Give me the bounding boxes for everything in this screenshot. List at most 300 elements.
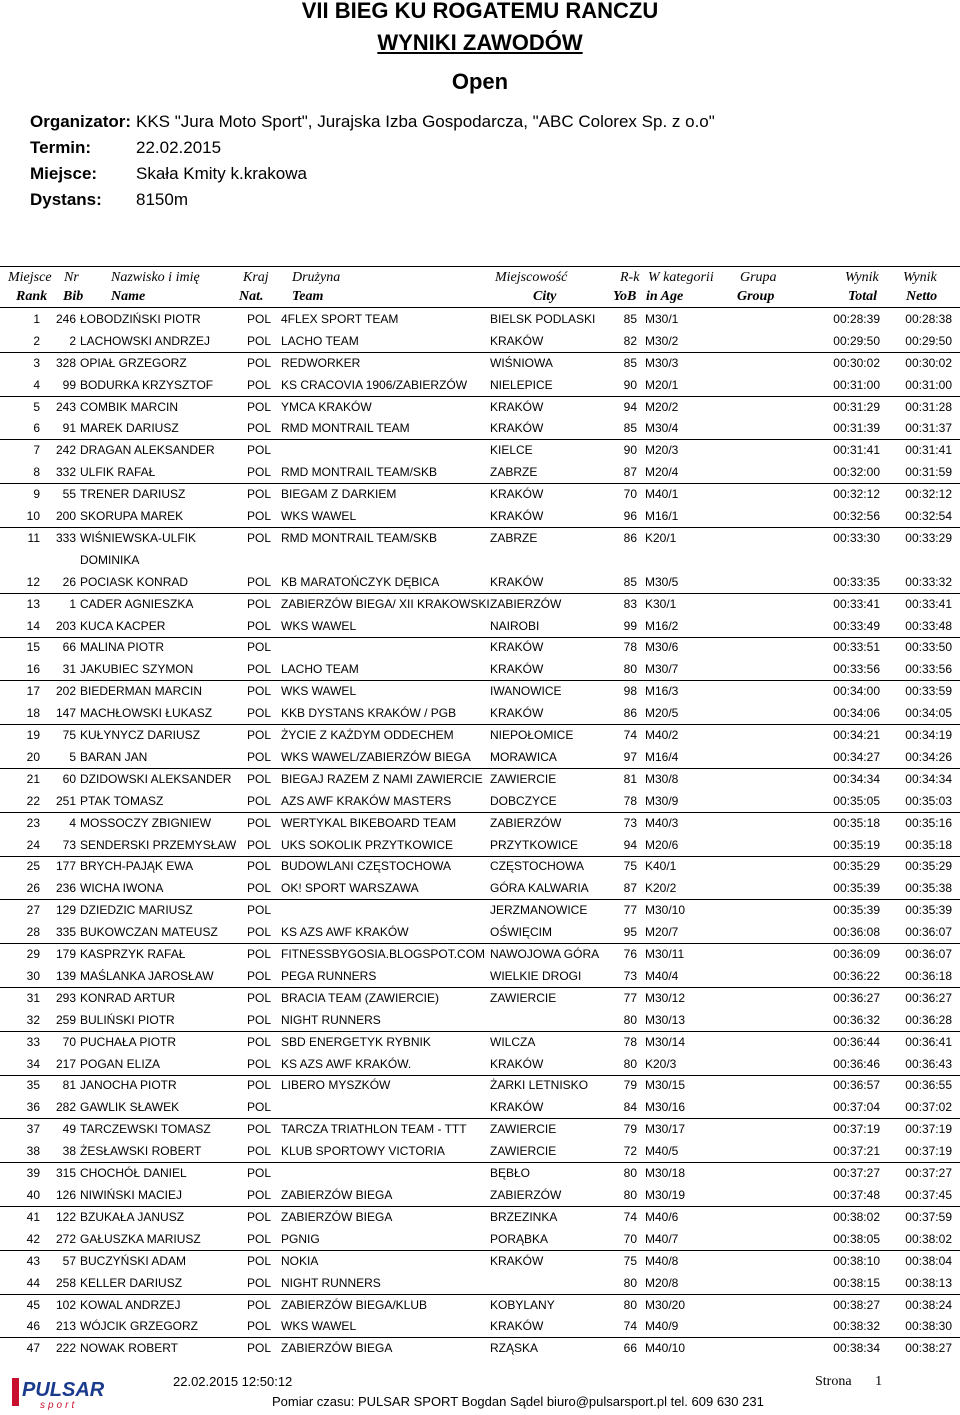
cell-cat: M40/4	[645, 969, 679, 983]
cell-bib: 81	[62, 1078, 76, 1092]
cell-total: 00:33:49	[833, 619, 880, 633]
cell-city: KRAKÓW	[490, 662, 544, 676]
cell-yob: 80	[623, 1298, 637, 1312]
cell-nat: POL	[247, 706, 272, 720]
cell-bib: 179	[55, 947, 76, 961]
cell-bib: 129	[55, 903, 76, 917]
table-row	[0, 747, 960, 769]
table-row	[0, 1119, 960, 1140]
cell-netto: 00:38:04	[905, 1254, 952, 1268]
cell-rank: 23	[26, 816, 40, 830]
cell-bib: 246	[55, 312, 76, 326]
table-row	[0, 791, 960, 813]
cell-cat: M20/5	[645, 706, 679, 720]
cell-rank: 38	[26, 1144, 40, 1158]
cell-nat: POL	[247, 1100, 272, 1114]
table-row	[0, 1207, 960, 1228]
col-team-sublabel: Team	[292, 289, 324, 304]
cell-name: GAŁUSZKA MARIUSZ	[80, 1232, 201, 1246]
cell-total: 00:29:50	[833, 334, 880, 348]
cell-nat: POL	[247, 356, 272, 370]
cell-nat: POL	[247, 1057, 272, 1071]
cell-rank: 17	[26, 684, 40, 698]
cell-netto: 00:36:28	[905, 1013, 952, 1027]
cell-cat: M20/7	[645, 925, 679, 939]
cell-total: 00:38:10	[833, 1254, 880, 1268]
table-row	[0, 703, 960, 725]
cell-yob: 90	[623, 378, 637, 392]
cell-nat: POL	[247, 531, 272, 545]
cell-yob: 80	[623, 1276, 637, 1290]
cell-cat: M30/11	[645, 947, 685, 961]
cell-cat: M20/4	[645, 465, 679, 479]
cell-name: POCIASK KONRAD	[80, 575, 189, 589]
cell-nat: POL	[247, 1144, 272, 1158]
cell-netto: 00:36:27	[905, 991, 952, 1005]
cell-rank: 6	[33, 421, 40, 435]
cell-rank: 45	[26, 1298, 40, 1312]
cell-team: BIEGAM Z DARKIEM	[281, 487, 397, 501]
cell-yob: 83	[623, 597, 637, 611]
cell-cat: M30/15	[645, 1078, 686, 1092]
cell-name: KUŁYNYCZ DARIUSZ	[80, 728, 201, 742]
cell-team: ZABIERZÓW BIEGA/KLUB	[281, 1298, 428, 1312]
cell-city: WILCZA	[490, 1035, 536, 1049]
cell-cat: M40/7	[645, 1232, 679, 1246]
cell-bib: 177	[55, 859, 76, 873]
cell-rank: 11	[27, 531, 40, 545]
cell-bib: 38	[62, 1144, 76, 1158]
cell-name: PUCHAŁA PIOTR	[80, 1035, 177, 1049]
cell-yob: 80	[623, 1013, 637, 1027]
cell-city: MORAWICA	[490, 750, 557, 764]
cell-city: CZĘSTOCHOWA	[490, 859, 585, 873]
page-label: Strona	[815, 1374, 852, 1389]
cell-yob: 74	[623, 728, 637, 742]
cell-nat: POL	[247, 443, 272, 457]
cell-yob: 75	[623, 859, 637, 873]
cell-cat: M30/9	[645, 794, 679, 808]
cell-name: BUKOWCZAN MATEUSZ	[80, 925, 218, 939]
cell-bib: 31	[62, 662, 76, 676]
cell-bib: 5	[69, 750, 76, 764]
cell-rank: 9	[33, 487, 40, 501]
cell-nat: POL	[247, 619, 272, 633]
cell-nat: POL	[247, 487, 272, 501]
cell-name: BRYCH-PAJĄK EWA	[80, 859, 194, 873]
cell-total: 00:36:22	[833, 969, 880, 983]
cell-bib: 251	[55, 794, 76, 808]
cell-city: NIEPOŁOMICE	[490, 728, 574, 742]
col-netto-sublabel: Netto	[906, 289, 938, 304]
cell-name: CHOCHÓŁ DANIEL	[80, 1166, 187, 1180]
info-value: KKS "Jura Moto Sport", Jurajska Izba Gospodarcza, "ABC Colorex Sp. z o.o"	[136, 112, 715, 131]
table-row	[0, 1273, 960, 1295]
cell-netto: 00:31:59	[905, 465, 952, 479]
cell-bib: 222	[55, 1341, 76, 1355]
cell-rank: 3	[33, 356, 40, 370]
table-row	[0, 878, 960, 900]
cell-netto: 00:36:41	[905, 1035, 952, 1049]
cell-city: ZABIERZÓW	[490, 816, 562, 830]
cell-total: 00:37:27	[833, 1166, 880, 1180]
cell-team: YMCA KRAKÓW	[281, 400, 372, 414]
cell-name: MALINA PIOTR	[80, 640, 165, 654]
table-row	[0, 440, 960, 461]
cell-team: UKS SOKOLIK PRZYTKOWICE	[281, 838, 454, 852]
cell-nat: POL	[247, 1188, 272, 1202]
cell-cat: M30/5	[645, 575, 679, 589]
col-cat-label: W kategorii	[648, 270, 714, 285]
table-row	[0, 1295, 960, 1316]
cell-bib: 55	[62, 487, 76, 501]
cell-team: ZABIERZÓW BIEGA	[281, 1210, 393, 1224]
cell-team: PEGA RUNNERS	[281, 969, 377, 983]
cell-rank: 39	[26, 1166, 40, 1180]
cell-name: SENDERSKI PRZEMYSŁAW	[80, 838, 237, 852]
info-value: Skała Kmity k.krakowa	[136, 164, 307, 183]
cell-total: 00:31:00	[833, 378, 880, 392]
event-title: VII BIEG KU ROGATEMU RANCZU	[301, 0, 659, 23]
cell-cat: M40/5	[645, 1144, 679, 1158]
cell-total: 00:38:05	[833, 1232, 880, 1246]
cell-team: WKS WAWEL	[281, 509, 357, 523]
cell-rank: 14	[26, 619, 40, 633]
cell-city: KRAKÓW	[490, 487, 544, 501]
cell-rank: 29	[26, 947, 40, 961]
table-row	[0, 1141, 960, 1163]
cell-total: 00:36:09	[833, 947, 880, 961]
cell-team: ZABIERZÓW BIEGA	[281, 1188, 393, 1202]
logo-bar-icon	[12, 1378, 19, 1406]
cell-netto: 00:38:24	[905, 1298, 952, 1312]
cell-team: BRACIA TEAM (ZAWIERCIE)	[281, 991, 440, 1005]
cell-name: COMBIK MARCIN	[80, 400, 179, 414]
cell-rank: 36	[26, 1100, 40, 1114]
cell-yob: 85	[623, 356, 637, 370]
col-name-sublabel: Name	[111, 289, 146, 304]
cell-cat: K20/2	[645, 881, 677, 895]
table-row	[0, 594, 960, 615]
table-row	[0, 813, 960, 834]
cell-total: 00:32:56	[833, 509, 880, 523]
cell-rank: 41	[26, 1210, 40, 1224]
cell-team: ZABIERZÓW BIEGA/ XII KRAKOWSKI	[281, 597, 490, 611]
cell-netto: 00:37:45	[905, 1188, 952, 1202]
cell-cat: M40/9	[645, 1319, 679, 1333]
cell-nat: POL	[247, 1013, 272, 1027]
cell-cat: K20/3	[645, 1057, 677, 1071]
cell-netto: 00:37:19	[905, 1122, 952, 1136]
cell-rank: 12	[26, 575, 40, 589]
cell-total: 00:36:27	[833, 991, 880, 1005]
cell-netto: 00:33:48	[905, 619, 952, 633]
cell-nat: POL	[247, 421, 272, 435]
cell-cat: M40/10	[645, 1341, 686, 1355]
cell-bib: 333	[55, 531, 76, 545]
table-row	[0, 835, 960, 857]
cell-cat: M20/1	[645, 378, 679, 392]
cell-name: BODURKA KRZYSZTOF	[80, 378, 214, 392]
cell-team: KS AZS AWF KRAKÓW.	[281, 1057, 412, 1071]
cell-netto: 00:38:27	[905, 1341, 952, 1355]
cell-rank: 5	[33, 400, 40, 414]
info-label: Miejsce:	[30, 164, 98, 183]
cell-city: ZABIERZÓW	[490, 1188, 562, 1202]
cell-name: NOWAK ROBERT	[80, 1341, 179, 1355]
cell-bib: 332	[55, 465, 76, 479]
cell-bib: 243	[55, 400, 76, 414]
cell-yob: 90	[623, 443, 637, 457]
cell-netto: 00:38:13	[905, 1276, 952, 1290]
table-row	[0, 1338, 960, 1359]
cell-city: BIELSK PODLASKI	[490, 312, 596, 326]
cell-team: WERTYKAL BIKEBOARD TEAM	[281, 816, 457, 830]
cell-bib: 328	[55, 356, 76, 370]
cell-nat: POL	[247, 662, 272, 676]
cell-bib: 91	[62, 421, 76, 435]
cell-rank: 32	[26, 1013, 40, 1027]
col-netto-label: Wynik	[903, 270, 937, 285]
cell-total: 00:38:32	[833, 1319, 880, 1333]
cell-cat: M30/18	[645, 1166, 686, 1180]
cell-city: ZAWIERCIE	[490, 991, 557, 1005]
table-row	[0, 1229, 960, 1251]
cell-netto: 00:31:00	[905, 378, 952, 392]
table-row	[0, 966, 960, 988]
pulsar-logo	[12, 1376, 112, 1410]
cell-total: 00:34:00	[833, 684, 880, 698]
cell-nat: POL	[247, 1298, 272, 1312]
table-row	[0, 681, 960, 702]
cell-city: IWANOWICE	[490, 684, 562, 698]
cell-netto: 00:34:05	[905, 706, 952, 720]
info-label: Termin:	[30, 138, 92, 157]
cell-cat: K30/1	[645, 597, 677, 611]
cell-cat: M40/2	[645, 728, 679, 742]
cell-rank: 22	[26, 794, 40, 808]
cell-yob: 74	[623, 1210, 637, 1224]
cell-netto: 00:36:07	[905, 925, 952, 939]
results-table-header	[0, 266, 960, 308]
table-row	[0, 1251, 960, 1272]
cell-cat: M30/4	[645, 421, 679, 435]
cell-nat: POL	[247, 859, 272, 873]
cell-total: 00:32:00	[833, 465, 880, 479]
table-row	[0, 616, 960, 638]
cell-netto: 00:30:02	[905, 356, 952, 370]
cell-rank: 44	[26, 1276, 40, 1290]
cell-team: TARCZA TRIATHLON TEAM - TTT	[281, 1122, 467, 1136]
cell-rank: 1	[33, 312, 40, 326]
cell-team: BIEGAJ RAZEM Z NAMI ZAWIERCIE	[281, 772, 483, 786]
cell-cat: M40/1	[645, 487, 679, 501]
cell-bib: 293	[55, 991, 76, 1005]
cell-cat: M30/1	[645, 312, 679, 326]
cell-yob: 87	[623, 881, 637, 895]
cell-total: 00:33:30	[833, 531, 880, 545]
col-bib-sublabel: Bib	[63, 289, 84, 304]
cell-yob: 73	[623, 816, 637, 830]
cell-netto: 00:33:29	[905, 531, 952, 545]
col-nat-label: Kraj	[243, 270, 269, 285]
cell-name: BARAN JAN	[80, 750, 148, 764]
table-row	[0, 944, 960, 965]
cell-netto: 00:31:37	[905, 421, 952, 435]
cell-bib: 236	[55, 881, 76, 895]
cell-yob: 78	[623, 794, 637, 808]
cell-total: 00:37:04	[833, 1100, 880, 1114]
cell-rank: 4	[33, 378, 40, 392]
cell-netto: 00:37:02	[905, 1100, 952, 1114]
cell-name: JANOCHA PIOTR	[80, 1078, 177, 1092]
cell-team: LACHO TEAM	[281, 334, 359, 348]
cell-yob: 73	[623, 969, 637, 983]
cell-yob: 86	[623, 706, 637, 720]
cell-netto: 00:32:54	[905, 509, 952, 523]
cell-yob: 98	[623, 684, 637, 698]
cell-rank: 30	[26, 969, 40, 983]
cell-team: BUDOWLANI CZĘSTOCHOWA	[281, 859, 452, 873]
cell-netto: 00:32:12	[905, 487, 952, 501]
cell-netto: 00:38:02	[905, 1232, 952, 1246]
cell-name: ULFIK RAFAŁ	[80, 465, 156, 479]
logo-text: PULSAR	[22, 1379, 105, 1401]
cell-netto: 00:35:16	[905, 816, 952, 830]
cell-team: KS CRACOVIA 1906/ZABIERZÓW	[281, 378, 468, 392]
cell-nat: POL	[247, 1122, 272, 1136]
cell-team: RMD MONTRAIL TEAM/SKB	[281, 531, 438, 545]
cell-city: ZABIERZÓW	[490, 597, 562, 611]
cell-cat: M16/1	[645, 509, 679, 523]
cell-nat: POL	[247, 640, 272, 654]
cell-city: NAIROBI	[490, 619, 540, 633]
cell-yob: 70	[623, 487, 637, 501]
info-date	[30, 138, 222, 158]
cell-name: BUCZYŃSKI ADAM	[80, 1254, 187, 1268]
cell-cat: M20/6	[645, 838, 679, 852]
cell-netto: 00:35:39	[905, 903, 952, 917]
cell-nat: POL	[247, 378, 272, 392]
cell-total: 00:35:39	[833, 881, 880, 895]
cell-netto: 00:28:38	[905, 312, 952, 326]
cell-city: OŚWIĘCIM	[490, 925, 552, 939]
cell-team: WKS WAWEL/ZABIERZÓW BIEGA	[281, 750, 471, 764]
cell-rank: 31	[26, 991, 40, 1005]
cell-bib: 4	[69, 816, 76, 830]
cell-cat: M20/3	[645, 443, 679, 457]
cell-yob: 95	[623, 925, 637, 939]
cell-team: KS AZS AWF KRAKÓW	[281, 925, 409, 939]
table-row	[0, 418, 960, 440]
cell-team: RMD MONTRAIL TEAM	[281, 421, 410, 435]
cell-netto: 00:36:07	[905, 947, 952, 961]
cell-rank: 20	[26, 750, 40, 764]
cell-rank: 27	[26, 903, 40, 917]
cell-city: KRAKÓW	[490, 400, 544, 414]
cell-name: ŁOBODZIŃSKI PIOTR	[80, 312, 201, 326]
cell-name: DZIEDZIC MARIUSZ	[80, 903, 193, 917]
cell-name: OPIAŁ GRZEGORZ	[80, 356, 187, 370]
info-label: Dystans:	[30, 190, 102, 209]
cell-city: DOBCZYCE	[490, 794, 557, 808]
cell-nat: POL	[247, 816, 272, 830]
cell-name: KASPRZYK RAFAŁ	[80, 947, 186, 961]
cell-netto: 00:34:26	[905, 750, 952, 764]
cell-total: 00:31:29	[833, 400, 880, 414]
cell-rank: 16	[26, 662, 40, 676]
cell-team: KLUB SPORTOWY VICTORIA	[281, 1144, 445, 1158]
table-row	[0, 1163, 960, 1184]
cell-netto: 00:36:55	[905, 1078, 952, 1092]
cell-nat: POL	[247, 400, 272, 414]
cell-rank: 15	[26, 640, 40, 654]
cell-city: ŻARKI LETNISKO	[490, 1078, 589, 1092]
cell-total: 00:35:19	[833, 838, 880, 852]
cell-bib: 242	[55, 443, 76, 457]
cell-name: KUCA KACPER	[80, 619, 166, 633]
cell-cat: M30/20	[645, 1298, 686, 1312]
cell-nat: POL	[247, 1035, 272, 1049]
cell-cat: M16/4	[645, 750, 679, 764]
cell-name: DZIDOWSKI ALEKSANDER	[80, 772, 232, 786]
col-bib-label: Nr	[64, 270, 79, 285]
cell-nat: POL	[247, 772, 272, 786]
cell-bib: 73	[62, 838, 76, 852]
cell-cat: K40/1	[645, 859, 677, 873]
cell-team: 4FLEX SPORT TEAM	[281, 312, 399, 326]
table-row	[0, 1032, 960, 1053]
cell-yob: 84	[623, 1100, 637, 1114]
cell-team: PGNIG	[281, 1232, 320, 1246]
cell-total: 00:36:08	[833, 925, 880, 939]
cell-cat: M30/7	[645, 662, 679, 676]
cell-total: 00:34:34	[833, 772, 880, 786]
cell-bib: 282	[55, 1100, 76, 1114]
cell-bib: 258	[55, 1276, 76, 1290]
col-total-sublabel: Total	[848, 289, 878, 304]
footer-timestamp: 22.02.2015 12:50:12	[173, 1374, 293, 1389]
cell-name: CADER AGNIESZKA	[80, 597, 194, 611]
footer-contact: Pomiar czasu: PULSAR SPORT Bogdan Sądel biuro@pulsarsport.pl tel. 609 630 231	[272, 1394, 764, 1409]
cell-rank: 8	[33, 465, 40, 479]
cell-cat: M30/10	[645, 903, 686, 917]
col-nat-sublabel: Nat.	[239, 289, 264, 304]
cell-name: WÓJCIK GRZEGORZ	[80, 1319, 198, 1333]
cell-bib: 335	[55, 925, 76, 939]
table-row	[0, 528, 960, 571]
cell-name: NIWIŃSKI MACIEJ	[80, 1188, 183, 1202]
table-row	[0, 900, 960, 921]
cell-rank: 2	[33, 334, 40, 348]
table-row	[0, 484, 960, 505]
cell-city: GÓRA KALWARIA	[490, 881, 589, 895]
cell-total: 00:38:02	[833, 1210, 880, 1224]
cell-city: KOBYLANY	[490, 1298, 555, 1312]
cell-city: BRZEZINKA	[490, 1210, 558, 1224]
cell-netto: 00:37:59	[905, 1210, 952, 1224]
cell-total: 00:36:57	[833, 1078, 880, 1092]
cell-total: 00:36:44	[833, 1035, 880, 1049]
cell-yob: 97	[623, 750, 637, 764]
cell-name: PTAK TOMASZ	[80, 794, 164, 808]
table-row	[0, 462, 960, 484]
cell-netto: 00:36:43	[905, 1057, 952, 1071]
cell-rank: 19	[26, 728, 40, 742]
cell-city: KRAKÓW	[490, 706, 544, 720]
cell-nat: POL	[247, 728, 272, 742]
cell-rank: 7	[33, 443, 40, 457]
